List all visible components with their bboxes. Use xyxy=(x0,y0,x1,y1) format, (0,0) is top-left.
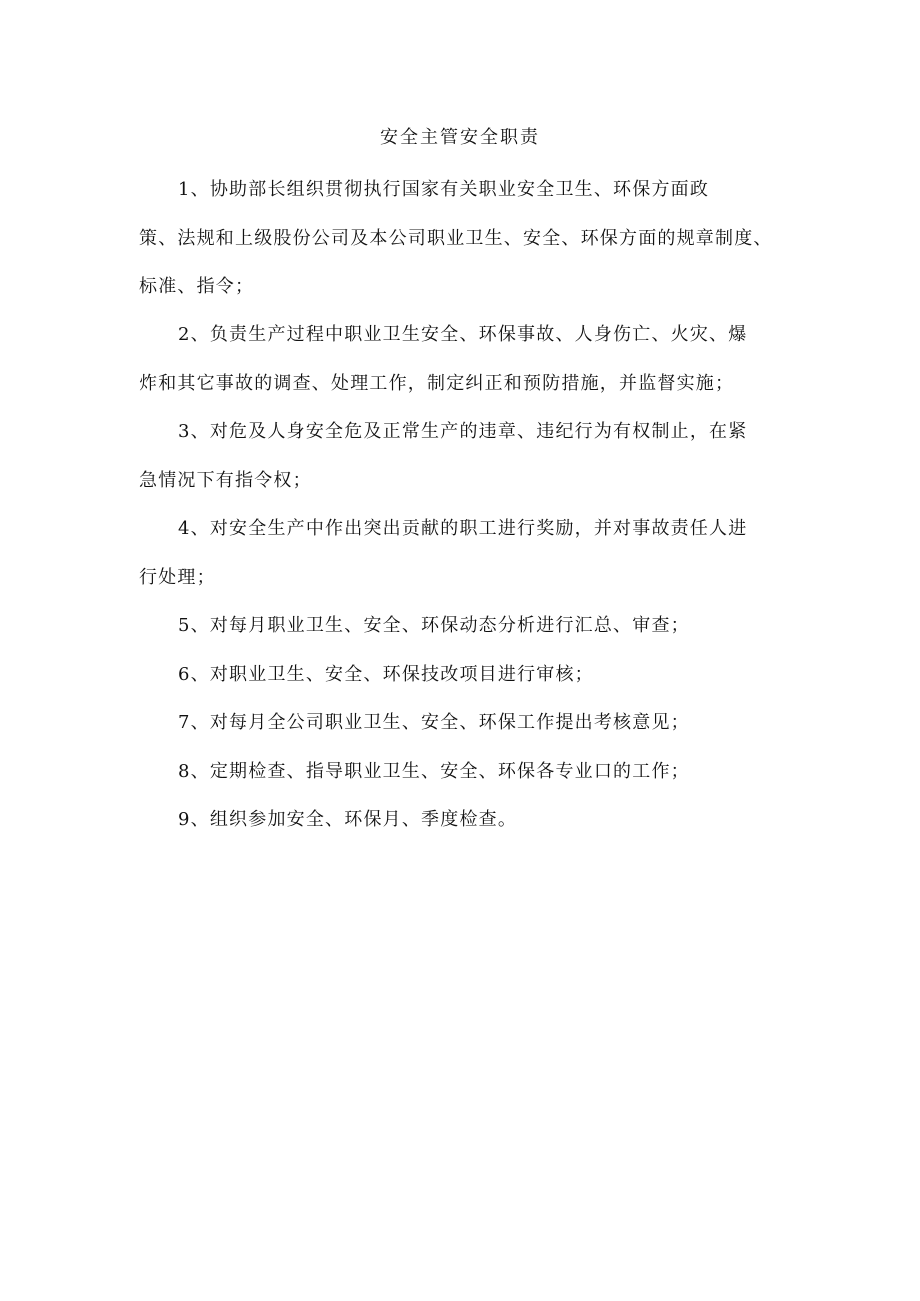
item-3-line-1: 3、对危及人身安全危及正常生产的违章、违纪行为有权制止，在紧 xyxy=(178,421,748,442)
item-1-line-3: 标准、指令； xyxy=(139,276,255,297)
item-1-line-1: 1、协助部长组织贯彻执行国家有关职业安全卫生、环保方面政 xyxy=(178,179,710,200)
document-title: 安全主管安全职责 xyxy=(380,127,540,148)
item-8: 8、定期检查、指导职业卫生、安全、环保各专业口的工作； xyxy=(178,761,690,782)
item-2-line-1: 2、负责生产过程中职业卫生安全、环保事故、人身伤亡、火灾、爆 xyxy=(178,324,748,345)
item-7: 7、对每月全公司职业卫生、安全、环保工作提出考核意见； xyxy=(178,712,690,733)
item-4-line-2: 行处理； xyxy=(139,567,216,588)
item-6: 6、对职业卫生、安全、环保技改项目进行审核； xyxy=(178,664,594,685)
item-2-line-2: 炸和其它事故的调查、处理工作，制定纠正和预防措施，并监督实施； xyxy=(139,373,735,394)
item-3-line-2: 急情况下有指令权； xyxy=(139,470,312,491)
item-5: 5、对每月职业卫生、安全、环保动态分析进行汇总、审查； xyxy=(178,615,690,636)
item-4-line-1: 4、对安全生产中作出突出贡献的职工进行奖励，并对事故责任人进 xyxy=(178,518,748,539)
item-9: 9、组织参加安全、环保月、季度检查。 xyxy=(178,809,518,830)
item-1-line-2: 策、法规和上级股份公司及本公司职业卫生、安全、环保方面的规章制度、 xyxy=(139,228,773,249)
